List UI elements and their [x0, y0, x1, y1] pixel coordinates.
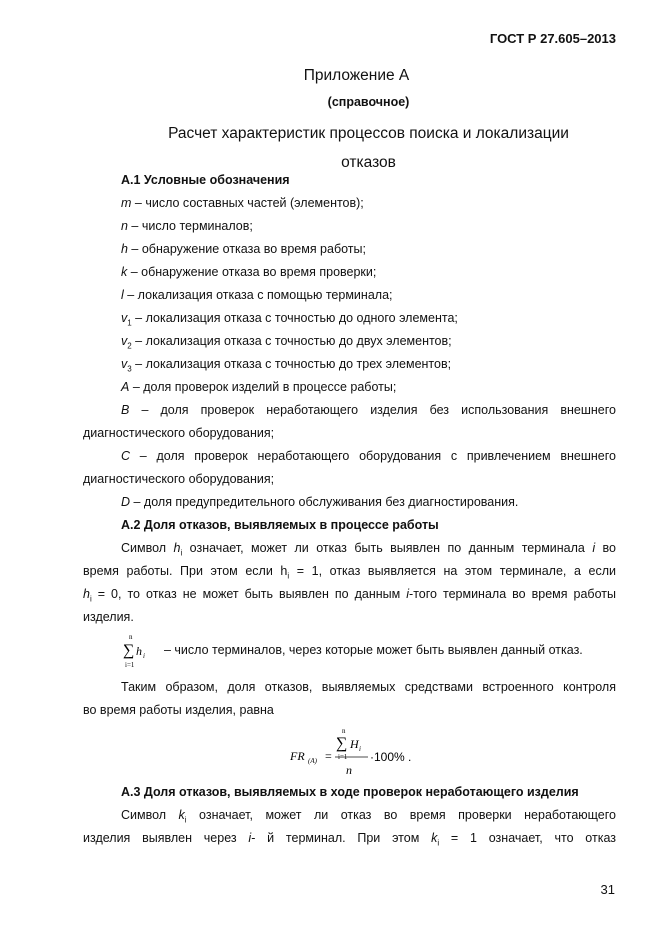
appendix-title: Приложение А [303, 67, 410, 84]
definition-item: k – обнаружение отказа во время проверки; [121, 265, 377, 279]
svg-text:FR: FR [290, 749, 305, 763]
svg-text:i: i [359, 745, 361, 753]
svg-text:n: n [342, 727, 346, 735]
definition-item-b-cont: диагностического оборудования; [83, 426, 275, 440]
definition-item: $v_3$ – локализация отказа с точностью до трех элементов; [121, 357, 452, 374]
paragraph-line: во время работы изделия, равна [83, 703, 274, 717]
paragraph-line: изделия выявлен через i- й терминал. При этом $k_i = 1$ означает, что отказ [83, 831, 616, 848]
page-number: 31 [600, 882, 615, 897]
appendix-note: (справочное) [327, 95, 410, 109]
svg-text:∑: ∑ [123, 642, 135, 659]
paragraph-line: Символ $h_i$ означает, может ли отказ быть выявлен по данным терминала i во [121, 541, 616, 558]
definition-item: n – число терминалов; [121, 219, 253, 233]
definition-item: h – обнаружение отказа во время работы; [121, 242, 366, 256]
definition-item: l – локализация отказа с помощью терминала; [121, 288, 393, 302]
definition-item: $v_2$ – локализация отказа с точностью до двух элементов; [121, 334, 452, 351]
definition-item-c-cont: диагностического оборудования; [83, 472, 275, 486]
paragraph-line: время работы. При этом если $h_i = 1$, отказ выявляется на этом терминале, а если [83, 564, 616, 581]
svg-text:∑: ∑ [336, 735, 348, 752]
summation-symbol [119, 626, 159, 672]
definition-item: $v_1$ – локализация отказа с точностью до одного элемента; [121, 311, 458, 328]
definition-item: A – доля проверок изделий в процессе работы; [121, 380, 397, 394]
svg-text:i=1: i=1 [125, 661, 135, 669]
definition-item: m – число составных частей (элементов); [121, 196, 364, 210]
paragraph-line: $h_i = 0$, то отказ не может быть выявлен по данным i-того терминала во время работы [83, 587, 616, 604]
svg-text:i: i [143, 652, 145, 660]
paragraph-line: изделия. [83, 610, 134, 624]
fr-a-formula [286, 727, 446, 779]
section-a3-title: А.3 Доля отказов, выявляемых в ходе проверок неработающего изделия [121, 785, 579, 799]
standard-code: ГОСТ Р 27.605–2013 [489, 31, 616, 46]
appendix-heading: Расчет характеристик процессов поиска и локализации отказов [168, 125, 569, 171]
svg-text:·100% .: ·100% . [370, 750, 412, 764]
paragraph-line: Символ $k_i$ означает, может ли отказ во время проверки неработающего [121, 808, 616, 825]
svg-text:H: H [350, 737, 359, 751]
svg-text:(A): (A) [308, 757, 317, 765]
summation-description: – число терминалов, через которые может быть выявлен данный отказ. [164, 643, 583, 657]
definition-item-c: C – доля проверок неработающего оборудования с привлечением внешнего [121, 449, 616, 463]
section-a1-title: А.1 Условные обозначения [121, 173, 290, 187]
svg-text:n: n [346, 763, 352, 777]
svg-text:n: n [129, 633, 133, 641]
section-a2-title: А.2 Доля отказов, выявляемых в процессе работы [121, 518, 439, 532]
svg-text:i=1: i=1 [338, 753, 348, 761]
definition-item-b: B – доля проверок неработающего изделия без использования внешнего [121, 403, 616, 417]
svg-text:=: = [325, 749, 332, 763]
paragraph-line: Таким образом, доля отказов, выявляемых средствами встроенного контроля [121, 680, 616, 694]
definition-item-d: D – доля предупредительного обслуживания без диагностирования. [121, 495, 519, 509]
svg-text:h: h [136, 644, 142, 658]
